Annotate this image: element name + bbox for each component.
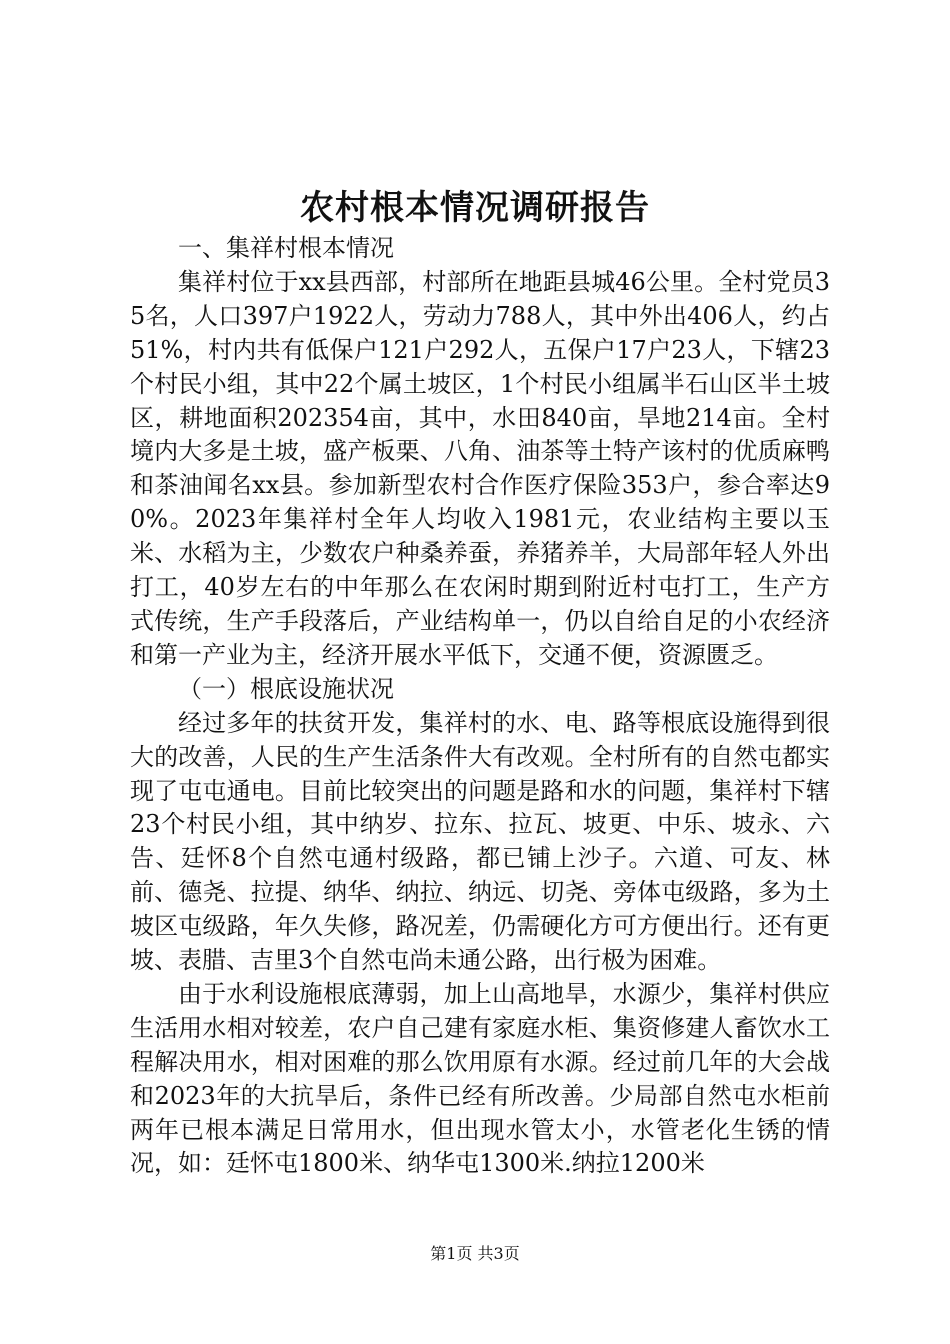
body-paragraph: 经过多年的扶贫开发，集祥村的水、电、路等根底设施得到很大的改善，人民的生产生活条件大有改观。全村所有的自然屯都实现了屯屯通电。目前比较突出的问题是路和水的问题，集祥村下辖23个村民小组，其中纳岁、拉东、拉瓦、坡更、中乐、坡永、六告、廷怀8个自然屯通村级路，都已铺上沙子。六道、可友、林前、德尧、拉提、纳华、纳拉、纳远、切尧、旁体屯级路，多为土坡区屯级路，年久失修，路况差，仍需硬化方可方便出行。还有更坡、表腊、吉里3个自然屯尚未通公路，出行极为困难。 — [130, 708, 830, 975]
page-footer: 第1页 共3页 — [430, 1244, 520, 1263]
document-title: 农村根本情况调研报告 — [300, 188, 650, 228]
section-heading: 一、集祥村根本情况 — [178, 234, 394, 262]
document-body — [130, 232, 830, 1181]
body-paragraph: 集祥村位于xx县西部，村部所在地距县城46公里。全村党员35名，人口397户1922人，劳动力788人，其中外出406人，约占51%，村内共有低保户121户292人，五保户17户23人，下辖23个村民小组，其中22个属土坡区，1个村民小组属半石山区半土坡区，耕地面积202354亩，其中，水田840亩，旱地214亩。全村境内大多是土坡，盛产板栗、八角、油茶等土特产该村的优质麻鸭和茶油闻名xx县。参加新型农村合作医疗保险353户，参合率达90%。2023年集祥村全年人均收入1981元，农业结构主要以玉米、水稻为主，少数农户种桑养蚕，养猪养羊，大局部年轻人外出打工，40岁左右的中年那么在农闲时期到附近村屯打工，生产方式传统，生产手段落后，产业结构单一，仍以自给自足的小农经济和第一产业为主，经济开展水平低下，交通不便，资源匮乏。 — [130, 267, 830, 669]
subsection-heading: （一）根底设施状况 — [178, 674, 394, 703]
body-paragraph: 由于水利设施根底薄弱，加上山高地旱，水源少，集祥村供应生活用水相对较差，农户自己建有家庭水柜、集资修建人畜饮水工程解决用水，相对困难的那么饮用原有水源。经过前几年的大会战和2023年的大抗旱后，条件已经有所改善。少局部自然屯水柜前两年已根本满足日常用水，但出现水管太小，水管老化生锈的情况，如：廷怀屯1800米、纳华屯1300米.纳拉1200米 — [130, 979, 830, 1178]
